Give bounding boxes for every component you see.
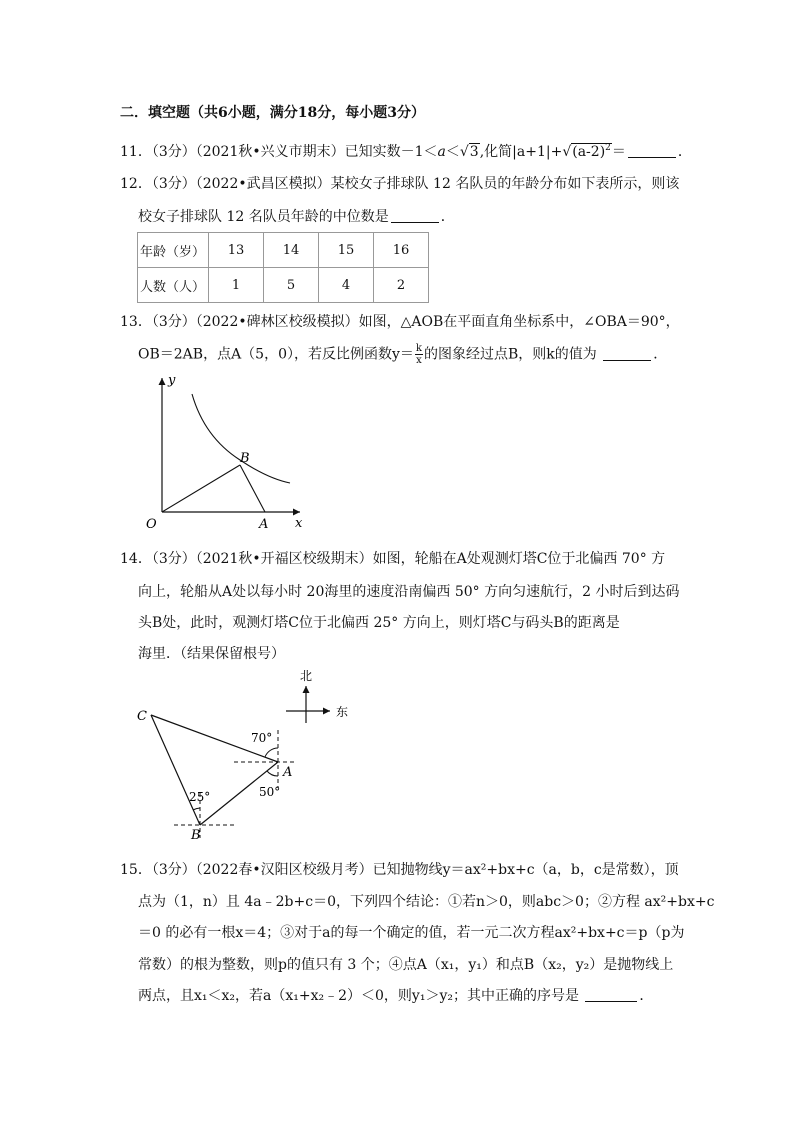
question-13-line-1: 13．（3分）（2022•碑林区校级模拟）如图，△AOB在平面直角坐标系中，∠OBA＝90°， xyxy=(120,314,680,330)
arc-25 xyxy=(193,808,200,810)
question-11: 11．（3分）（2021秋•兴义市期末）已知实数－1＜a＜√3,化简$|a+1|+√(a-2)^2=$ ． xyxy=(120,143,692,160)
fraction-k-over-x: $\frac{k}{x}$ xyxy=(415,343,422,366)
age-table xyxy=(137,232,429,303)
question-15-line-2: 点为（1，n）且 4a﹣2b+c＝0，下列四个结论：①若n＞0，则abc＞0；②方程 ax²+bx+c xyxy=(138,894,715,910)
label-north: 北 xyxy=(300,669,313,683)
label-A: A xyxy=(283,765,293,780)
label-east: 东 xyxy=(336,705,349,719)
question-15-line-3: ＝0 的必有一根x＝4；③对于a的每一个确定的值，若一元二次方程ax²+bx+c＝p（p为 xyxy=(138,925,685,941)
label-y: y xyxy=(168,373,176,388)
answer-blank[interactable] xyxy=(628,143,676,158)
question-14-line-2: 向上，轮船从A处以每小时 20海里的速度沿南偏西 50° 方向匀速航行，2 小时后到达码 xyxy=(138,584,680,600)
segment-CB xyxy=(151,715,200,825)
label-O: O xyxy=(146,517,157,532)
question-15-line-1: 15．（3分）（2022春•汉阳区校级月考）已知抛物线y＝ax²+bx+c（a，b，c是常数），顶 xyxy=(120,862,679,878)
label-C: C xyxy=(137,709,147,724)
answer-blank[interactable] xyxy=(391,208,439,223)
arc-50 xyxy=(267,771,278,776)
table-row: 年龄（岁） 13 14 15 16 xyxy=(138,233,429,268)
label-25: 25° xyxy=(189,790,211,804)
question-13-line-2: OB＝2AB，点A（5，0），若反比例函数y＝ $\frac{k}{x}$ 的图象经过点B，则k的值为 ． xyxy=(138,343,668,366)
label-70: 70° xyxy=(251,731,273,745)
coordinate-figure xyxy=(140,372,315,532)
label-A: A xyxy=(259,517,269,532)
question-12-line-1: 12．（3分）（2022•武昌区模拟）某校女子排球队 12 名队员的年龄分布如下表所示，则该 xyxy=(120,176,680,192)
label-50: 50° xyxy=(259,785,281,799)
question-15-line-5: 两点，且x₁＜x₂，若a（x₁+x₂﹣2）＜0，则y₁＞y₂；其中正确的序号是 ． xyxy=(138,988,654,1004)
segment-OB xyxy=(162,465,240,512)
question-14-line-3: 头B处，此时，观测灯塔C位于北偏西 25° 方向上，则灯塔C与码头B的距离是 xyxy=(138,615,620,631)
arc-70 xyxy=(265,748,278,757)
section-title: 二．填空题（共6小题，满分18分，每小题3分） xyxy=(120,105,425,121)
question-14-line-4: 海里．（结果保留根号） xyxy=(138,646,285,662)
answer-blank[interactable] xyxy=(603,346,651,361)
question-12-line-2: 校女子排球队 12 名队员年龄的中位数是 ． xyxy=(138,209,455,225)
label-B: B xyxy=(240,451,250,466)
label-x: x xyxy=(295,516,303,531)
navigation-figure xyxy=(134,668,364,843)
table-row: 人数（人） 1 5 4 2 xyxy=(138,268,429,303)
label-B: B xyxy=(191,828,201,843)
hyperbola-curve xyxy=(192,394,290,483)
question-14-line-1: 14．（3分）（2021秋•开福区校级期末）如图，轮船在A处观测灯塔C位于北偏西 70° 方 xyxy=(120,551,666,567)
answer-blank[interactable] xyxy=(585,987,637,1002)
question-15-line-4: 常数）的根为整数，则p的值只有 3 个；④点A（x₁，y₁）和点B（x₂，y₂）是抛物线上 xyxy=(138,957,674,973)
